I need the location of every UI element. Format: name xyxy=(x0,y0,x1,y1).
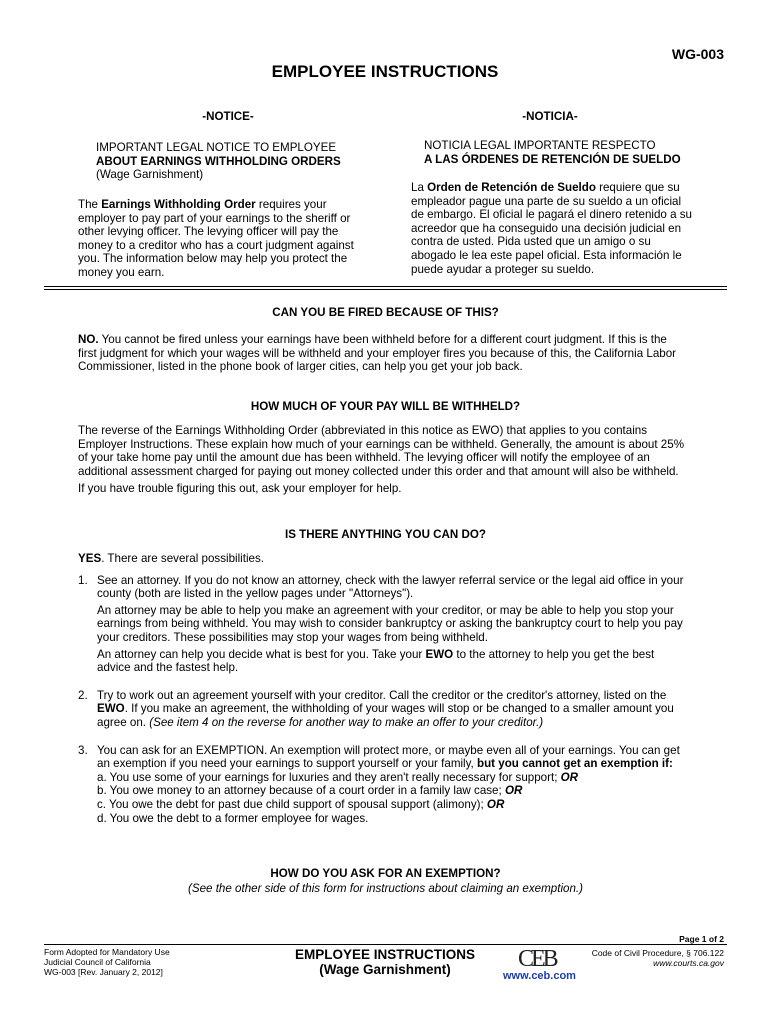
footer-left-line2: Judicial Council of California xyxy=(44,957,151,967)
notice-spanish-block xyxy=(424,139,694,166)
footer-center-block xyxy=(290,947,480,977)
notice-heading-spanish: -NOTICIA- xyxy=(522,110,578,123)
heading-can-do: IS THERE ANYTHING YOU CAN DO? xyxy=(285,528,486,541)
footer-code-reference: Code of Civil Procedure, § 706.122 xyxy=(591,948,724,958)
item-3-text-prefix: You can ask for an EXEMPTION. An exemption will protect more, or maybe even all of your earnings. You can get an exemption if you need your earnings to support yourself or your family, xyxy=(97,743,680,771)
notice-spanish-line2: A LAS ÓRDENES DE RETENCIÓN DE SUELDO xyxy=(424,152,681,166)
footer-divider xyxy=(44,944,727,945)
item-3-sub-c-text: c. You owe the debt for past due child support of spousal support (alimony); xyxy=(97,797,487,811)
footer-courts-link[interactable]: www.courts.ca.gov xyxy=(653,958,724,968)
notice-english-para-rest: requires your employer to pay part of your earnings to the sheriff or other levying officer. The levying officer will pay the money to a creditor who has a court judgment against you. The information below may help you protect the money you earn. xyxy=(78,198,354,279)
item-2-text-bold: EWO xyxy=(97,702,125,716)
notice-english-paragraph xyxy=(78,198,363,280)
item-1-para3-bold: EWO xyxy=(425,647,454,661)
can-do-answer-rest: . There are several possibilities. xyxy=(101,552,265,565)
item-2-text-prefix: Try to work out an agreement yourself with your creditor. Call the creditor or the creditor's attorney, listed on the xyxy=(97,688,667,702)
item-3-sub-c xyxy=(97,798,688,812)
page-number: Page 1 of 2 xyxy=(679,934,724,944)
notice-spanish-line1: NOTICIA LEGAL IMPORTANTE RESPECTO xyxy=(424,139,656,152)
item-3-sub-b-or: OR xyxy=(504,784,523,798)
item-3-sub-a-text: a. You use some of your earnings for luxuries and they aren't really necessary for support; xyxy=(97,770,561,784)
notice-english-line2: ABOUT EARNINGS WITHHOLDING ORDERS xyxy=(96,154,341,168)
item-3-sub-b-text: b. You owe money to an attorney because of a court order in a family law case; xyxy=(97,784,505,798)
notice-english-block xyxy=(96,141,366,182)
item-2-number: 2. xyxy=(78,688,88,702)
item-3-number: 3. xyxy=(78,743,88,757)
notice-english-line1: IMPORTANT LEGAL NOTICE TO EMPLOYEE xyxy=(96,141,337,154)
divider-top xyxy=(44,286,727,287)
notice-spanish-para-prefix: La xyxy=(411,181,428,194)
item-1-text: See an attorney. If you do not know an attorney, check with the lawyer referral service or the legal aid office in your county (both are listed in the yellow pages under "Attorneys"). xyxy=(97,573,684,601)
item-3-sub-a xyxy=(97,771,688,785)
notice-spanish-para-rest: requiere que su empleador pague una parte de su sueldo a un oficial de embargo. El oficial le pagará el dinero retenido a su acreedor que ha conseguido una decisión judicial en contra de usted. Pida usted que un amigo o su abogado le lea este papel oficial. Esta información le puede ayudar a proteger su sueldo. xyxy=(411,181,693,276)
pay-paragraph-2: If you have trouble figuring this out, ask your employer for help. xyxy=(78,482,402,496)
footer-right-block xyxy=(592,948,724,968)
ceb-logo: CEB xyxy=(518,946,556,972)
item-3-sub-c-or: OR xyxy=(486,797,505,811)
ceb-link[interactable]: www.ceb.com xyxy=(503,970,576,982)
can-do-answer: YES xyxy=(78,552,102,565)
item-3-sub-a-or: OR xyxy=(560,770,579,784)
notice-english-para-prefix: The xyxy=(78,198,102,211)
pay-paragraph-1: The reverse of the Earnings Withholding Order (abbreviated in this notice as EWO) that applies to you contains Employer Instructions. These explain how much of your earnings can be withheld. Generally, the amount is about 25% of your take home pay until the amount due has been withheld. The levying officer will notify the employee of an additional assessment charged for paying out money collected under this order and that amount will also be withheld. xyxy=(78,424,684,478)
divider-bottom xyxy=(44,289,727,290)
item-1-paragraph-2: An attorney may be able to help you make an agreement with your creditor, or may be able to help you stop your earnings from being withheld. You may wish to consider bankruptcy or asking the bankruptcy court to help you pay your creditors. These possibilities may stop your wages from being withheld. xyxy=(97,603,683,644)
form-number: WG-003 xyxy=(671,46,724,62)
fired-paragraph xyxy=(78,333,688,374)
item-3-text-bold: but you cannot get an exemption if: xyxy=(477,757,673,771)
pay-block xyxy=(78,424,688,496)
footer-title: EMPLOYEE INSTRUCTIONS xyxy=(294,947,475,962)
item-1 xyxy=(78,573,688,601)
fired-text: You cannot be fired unless your earnings have been withheld before for a different court judgment. If this is the first judgment for which your wages will be withheld and your employer fires you because of this, the California Labor Commissioner, listed in the phone book of larger cities, can help you get your job back. xyxy=(78,333,677,374)
notice-english-para-bold: Earnings Withholding Order xyxy=(101,198,256,211)
heading-fired: CAN YOU BE FIRED BECAUSE OF THIS? xyxy=(272,306,499,319)
item-3-sub-d: d. You owe the debt to a former employee for wages. xyxy=(97,811,369,825)
page-title: EMPLOYEE INSTRUCTIONS xyxy=(271,62,499,81)
footer-left-line3: WG-003 [Rev. January 2, 2012] xyxy=(44,967,163,977)
item-3-sub-b xyxy=(97,784,688,798)
footer-subtitle: (Wage Garnishment) xyxy=(319,962,451,977)
footer-left-line1: Form Adopted for Mandatory Use xyxy=(44,947,170,957)
fired-answer: NO. xyxy=(78,333,99,346)
item-1-para3-rest: to the attorney to help you get the best advice and the fastest help. xyxy=(97,647,655,675)
footer-left-block xyxy=(44,947,170,977)
item-2-text-italic: (See item 4 on the reverse for another way to make an offer to your creditor.) xyxy=(149,715,544,729)
exemption-subheading: (See the other side of this form for instructions about claiming an exemption.) xyxy=(187,882,584,895)
notice-english-line3: (Wage Garnishment) xyxy=(96,168,204,182)
notice-heading-english: -NOTICE- xyxy=(202,110,254,123)
item-3 xyxy=(78,743,688,771)
notice-spanish-para-bold: Orden de Retención de Sueldo xyxy=(427,181,596,194)
item-1-para3-prefix: An attorney can help you decide what is best for you. Take your xyxy=(97,647,426,661)
notice-spanish-paragraph xyxy=(411,181,696,276)
heading-pay: HOW MUCH OF YOUR PAY WILL BE WITHHELD? xyxy=(250,400,521,413)
item-2 xyxy=(78,688,688,730)
item-1-paragraph-3 xyxy=(97,648,688,675)
can-do-block xyxy=(78,552,688,825)
item-2-text-rest: . If you make an agreement, the withholding of your wages will stop or be changed to a smaller amount you agree on. xyxy=(97,702,674,729)
heading-exemption: HOW DO YOU ASK FOR AN EXEMPTION? xyxy=(270,867,501,880)
item-1-number: 1. xyxy=(78,573,88,587)
